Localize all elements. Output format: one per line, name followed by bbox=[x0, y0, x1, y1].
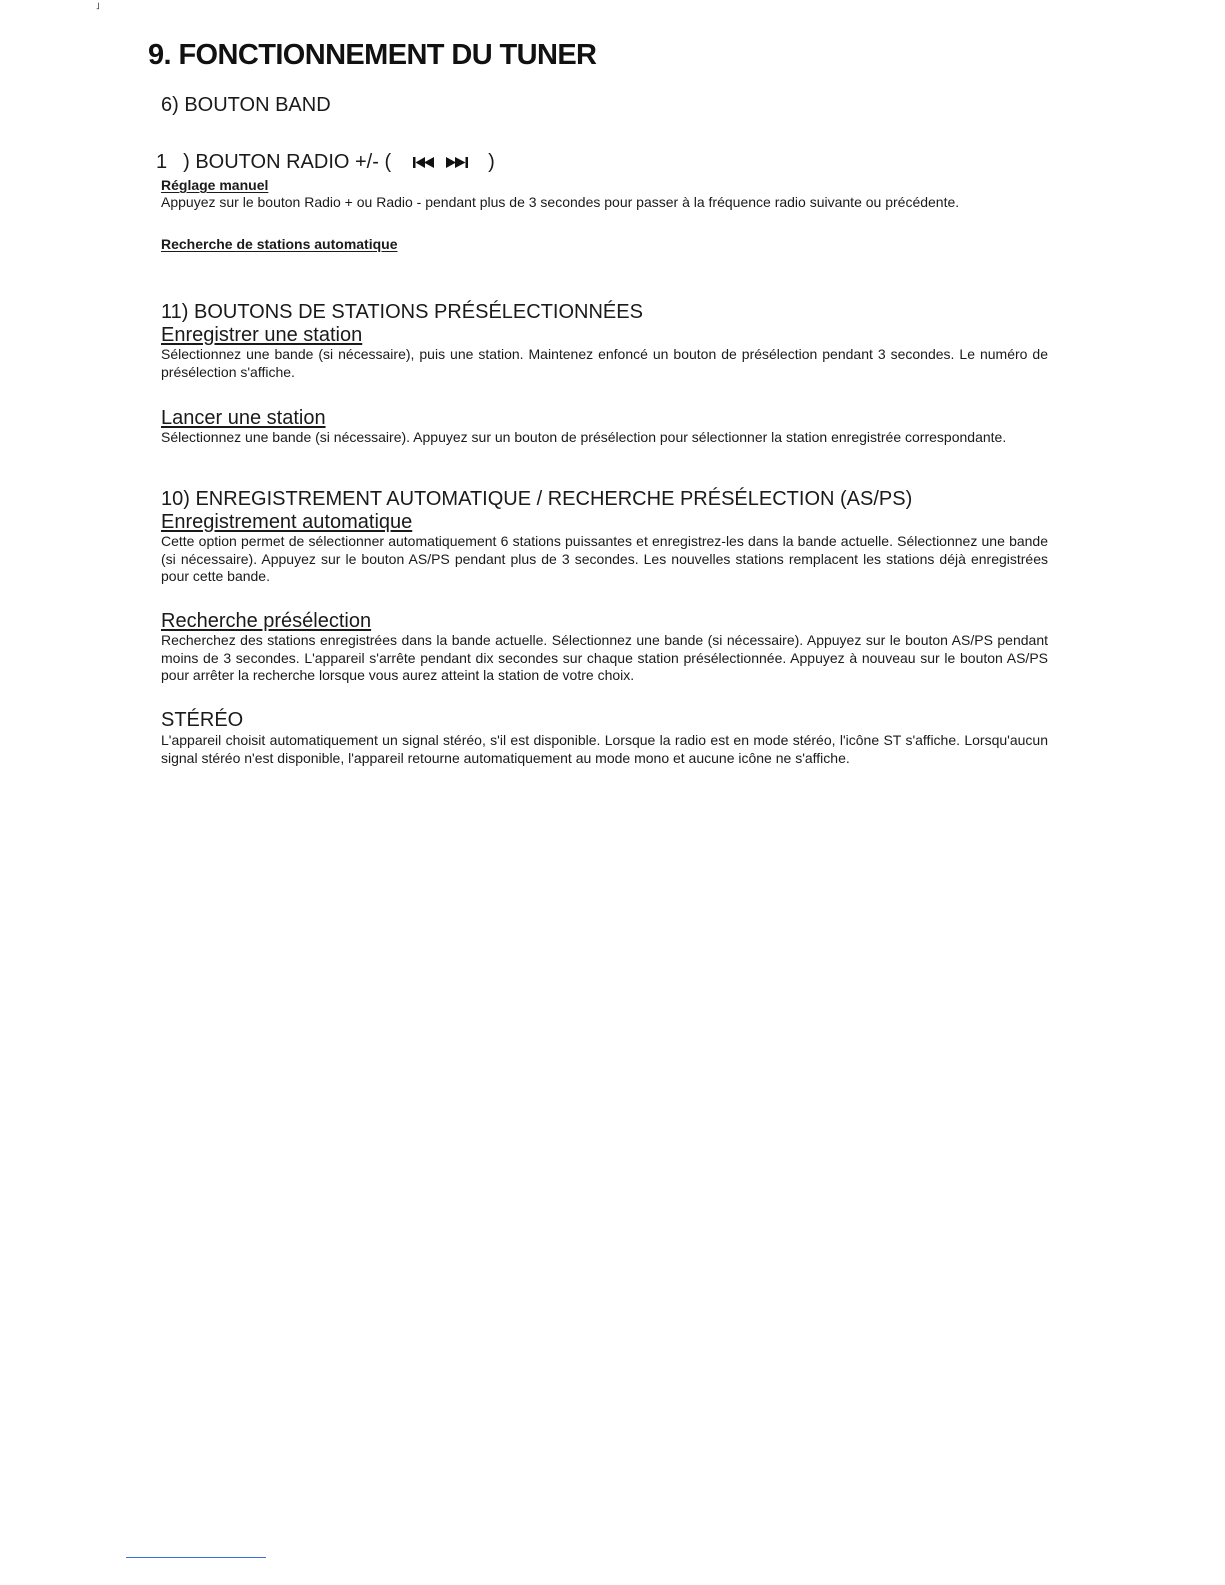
skip-next-icon bbox=[446, 157, 468, 168]
preset-buttons-heading: 11) BOUTONS DE STATIONS PRÉSÉLECTIONNÉES bbox=[161, 301, 643, 323]
manual-tuning-block bbox=[161, 177, 1048, 212]
save-station-text: Sélectionnez une bande (si nécessaire), puis une station. Maintenez enfoncé un bouton de présélection pendant 3 secondes. Le numéro de présélection s'affiche. bbox=[161, 346, 1048, 380]
corner-mark: ˩ bbox=[96, 1, 100, 11]
preset-scan-label: Recherche présélection bbox=[161, 610, 372, 632]
play-station-label: Lancer une station bbox=[161, 407, 326, 429]
stereo-section bbox=[161, 708, 1048, 767]
auto-store-label: Enregistrement automatique bbox=[161, 511, 413, 533]
preset-buttons-section bbox=[161, 300, 1048, 381]
asps-section bbox=[161, 487, 1048, 586]
preset-scan-text: Recherchez des stations enregistrées dans la bande actuelle. Sélectionnez une bande (si nécessaire). Appuyez sur le bouton AS/PS pendant moins de 3 secondes. L'appareil s'arrête pendant dix secondes sur chaque station présélectionnée. Appuyez à nouveau sur le bouton AS/PS pour arrêter la recherche lorsque vous aurez atteint la station de votre choix. bbox=[161, 632, 1048, 683]
radio-button-heading-text: ) BOUTON RADIO +/- ( bbox=[183, 151, 392, 173]
stereo-heading: STÉRÉO bbox=[161, 709, 244, 731]
save-station-label: Enregistrer une station bbox=[161, 324, 363, 346]
asps-heading: 10) ENREGISTREMENT AUTOMATIQUE / RECHERCHE PRÉSÉLECTION (AS/PS) bbox=[161, 488, 913, 510]
band-button-heading: 6) BOUTON BAND bbox=[161, 94, 331, 116]
page-title: 9. FONCTIONNEMENT DU TUNER bbox=[148, 39, 597, 71]
auto-store-text: Cette option permet de sélectionner automatiquement 6 stations puissantes et enregistrez-les dans la bande actuelle. Sélectionnez une bande (si nécessaire). Appuyez sur le bouton AS/PS pendant plus de 3 secondes. Les nouvelles stations remplacent les stations déjà enregistrées pour cette bande. bbox=[161, 533, 1048, 584]
skip-previous-icon bbox=[413, 157, 435, 168]
radio-button-section bbox=[156, 150, 1043, 174]
play-station-block bbox=[161, 407, 1048, 447]
band-button-section bbox=[161, 93, 1048, 117]
footer-line bbox=[126, 1557, 266, 1558]
auto-search-label: Recherche de stations automatique bbox=[161, 236, 398, 252]
play-station-text: Sélectionnez une bande (si nécessaire). Appuyez sur un bouton de présélection pour sélectionner la station enregistrée correspondante. bbox=[161, 429, 1007, 445]
radio-button-icons bbox=[413, 157, 468, 168]
radio-button-number: 1 bbox=[156, 151, 168, 173]
manual-tuning-label: Réglage manuel bbox=[161, 177, 269, 193]
radio-button-heading-close: ) bbox=[488, 151, 495, 173]
radio-button-heading bbox=[156, 150, 1043, 174]
manual-tuning-text: Appuyez sur le bouton Radio + ou Radio - pendant plus de 3 secondes pour passer à la fréquence radio suivante ou précédente. bbox=[161, 194, 960, 210]
auto-search-block bbox=[161, 236, 1048, 253]
preset-scan-block bbox=[161, 610, 1048, 685]
stereo-text: L'appareil choisit automatiquement un signal stéréo, s'il est disponible. Lorsque la radio est en mode stéréo, l'icône ST s'affiche. Lorsqu'aucun signal stéréo n'est disponible, l'appareil retourne automatiquement au mode mono et aucune icône ne s'affiche. bbox=[161, 732, 1048, 766]
